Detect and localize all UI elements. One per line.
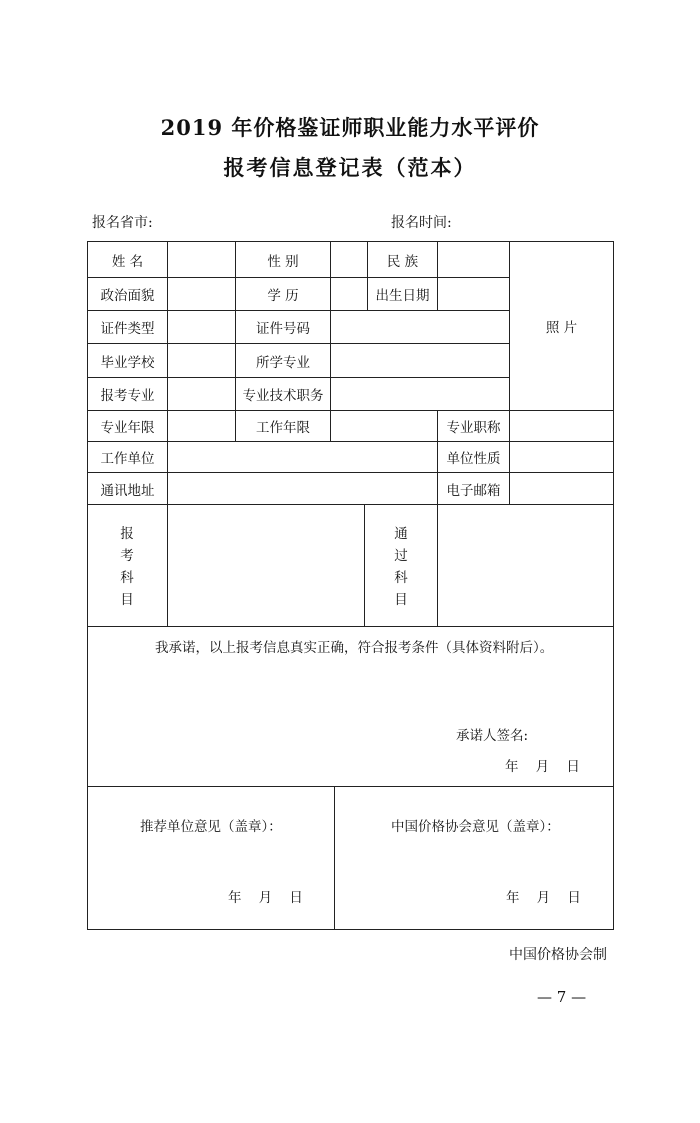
col-line	[330, 241, 331, 441]
label-school: 毕业学校	[100, 354, 155, 371]
table-border	[613, 241, 614, 930]
label-id-number: 证件号码	[256, 321, 310, 337]
col-line	[509, 410, 510, 504]
label-id-type: 证件类型	[100, 321, 155, 337]
label-name: 姓 名	[111, 253, 144, 270]
pledge-date: 年 月 日	[505, 759, 580, 775]
association-date: 年 月 日	[506, 890, 581, 906]
label-gender: 性 别	[267, 253, 299, 270]
time-label: 报名时间:	[391, 215, 452, 231]
label-passed-subjects: 通过科目	[394, 526, 408, 608]
col-line	[167, 241, 168, 626]
table-border	[87, 929, 614, 930]
label-exam-subjects: 报考科目	[120, 526, 134, 608]
association-opinion-label: 中国价格协会意见（盖章）：	[391, 819, 560, 835]
recommend-date: 年 月 日	[228, 890, 303, 906]
pledge-text: 我承诺，以上报考信息真实正确，符合报考条件（具体资料附后）。	[155, 640, 554, 656]
document-title-line1: 2019 年价格鉴证师职业能力水平评价	[160, 115, 540, 140]
label-employer: 工作单位	[100, 451, 155, 467]
label-email: 电子邮箱	[446, 482, 501, 499]
recommend-opinion-label: 推荐单位意见（盖章）：	[140, 819, 282, 835]
label-address: 通讯地址	[100, 482, 155, 499]
col-line	[437, 504, 438, 626]
label-work-years: 工作年限	[256, 420, 310, 436]
row-line	[87, 786, 614, 787]
label-tech-position: 专业技术职务	[242, 388, 324, 404]
label-birth-date: 出生日期	[375, 288, 430, 304]
document-title-line2: 报考信息登记表（范本）	[223, 155, 477, 180]
form-maker: 中国价格协会制	[509, 947, 607, 963]
signature-label: 承诺人签名:	[456, 728, 529, 744]
label-major: 所学专业	[256, 354, 310, 371]
col-line	[364, 504, 365, 626]
col-line	[437, 241, 438, 310]
label-major-years: 专业年限	[100, 420, 155, 436]
label-photo: 照 片	[545, 320, 578, 336]
label-exam-major: 报考专业	[100, 388, 155, 404]
label-political-status: 政治面貌	[100, 288, 155, 304]
label-ethnicity: 民 族	[386, 253, 419, 270]
label-education: 学 历	[267, 288, 299, 304]
province-label: 报名省市:	[92, 215, 153, 231]
page-number: — 7 —	[537, 988, 587, 1006]
label-professional-title: 专业职称	[446, 420, 501, 436]
row-line	[87, 626, 614, 627]
col-line	[334, 786, 335, 929]
label-employer-type: 单位性质	[446, 451, 501, 467]
